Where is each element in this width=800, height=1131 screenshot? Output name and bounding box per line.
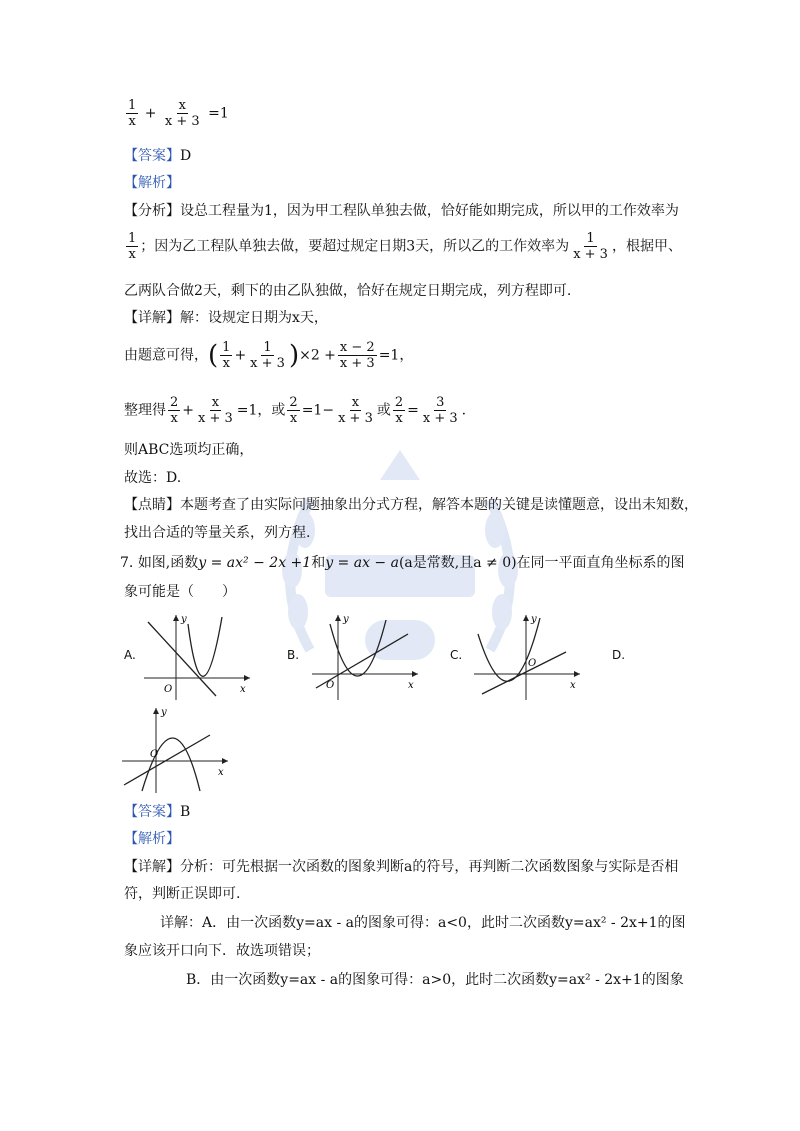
fenxi-line-2: $\frac{1}{x}$ ；因为乙工程队单独去做，要超过规定日期3天，所以乙的工作效率为 $\frac{1}{x + 3}$ ，根据甲、 xyxy=(128,231,682,262)
graph-option-d xyxy=(118,705,233,795)
axis-y-label: y xyxy=(161,707,167,718)
q7-fenxi-line-1: 【详解】分析：可先根据一次函数的图象判断a的符号，再判断二次函数图象与实际是否相 xyxy=(124,859,679,875)
analysis-tag-7: 【解析】 xyxy=(124,831,180,847)
top-equation: $\frac{1}{x}$ + $\frac{x}{x + 3}$ =1 xyxy=(128,98,229,129)
axis-y-label: y xyxy=(181,614,187,625)
graph-option-b xyxy=(308,612,423,702)
origin-label: O xyxy=(164,684,173,695)
analysis-tag-6: 【解析】 xyxy=(124,175,180,191)
dianjing-line-1: 【点睛】本题考查了由实际问题抽象出分式方程，解答本题的关键是读懂题意，设出未知数， xyxy=(124,497,698,513)
option-c-label: C. xyxy=(450,648,463,662)
axis-x-label: x xyxy=(240,684,246,695)
q7-detail-a-line-2: 象应该开口向下．故选项错误； xyxy=(124,943,320,959)
origin-label: O xyxy=(528,658,537,669)
equation-line-1: 由题意可得，( $\frac{1}{x}$ + $\frac{1}{x + 3}$ )×2 + $\frac{x - 2}{x + 3}$ =1， xyxy=(124,340,414,371)
option-a-label: A. xyxy=(124,648,136,662)
fenxi-line-1: 【分析】设总工程量为1，因为甲工程队单独去做，恰好能如期完成，所以甲的工作效率为 xyxy=(124,203,679,219)
option-d-label: D. xyxy=(612,648,626,662)
equation-line-2: 整理得 $\frac{2}{x}$ + $\frac{x}{x + 3}$ =1，或 $\frac{2}{x}$ =1− $\frac{x}{x + 3}$ 或 $\frac{2}{x}$ = $\frac{3}{x + 3}$ . xyxy=(124,395,467,426)
graph-option-a xyxy=(140,612,255,702)
origin-label: O xyxy=(150,749,159,760)
fenxi-line-3: 乙两队合做2天，剩下的由乙队独做，恰好在规定日期完成，列方程即可. xyxy=(124,283,572,299)
q7-stem-line-2: 象可能是（ ） xyxy=(124,584,236,600)
dianjing-line-2: 找出合适的等量关系，列方程. xyxy=(124,525,311,541)
axis-y-label: y xyxy=(343,614,349,625)
q7-stem-line-1: 7. 如图,函数y = ax² − 2x +1和y = ax − a(a是常数,且a ≠ 0)在同一平面直角坐标系的图 xyxy=(120,555,685,571)
abc-line: 则ABC选项均正确， xyxy=(124,442,254,458)
option-b-label: B. xyxy=(287,648,300,662)
answer-line-7: 【答案】B xyxy=(124,804,191,820)
answer-line-6: 【答案】D xyxy=(124,148,192,164)
q7-detail-b-line-1: B．由一次函数y=ax - a的图象可得：a>0，此时二次函数y=ax² - 2x+1的图象 xyxy=(186,972,684,988)
graph-option-c xyxy=(470,612,585,702)
guxuan-line: 故选：D. xyxy=(124,470,182,486)
axis-x-label: x xyxy=(218,767,224,778)
origin-label: O xyxy=(326,680,335,691)
xiangjie-line-1: 【详解】解：设规定日期为x天， xyxy=(124,310,328,326)
axis-x-label: x xyxy=(570,680,576,691)
q7-detail-a-line-1: 详解：A．由一次函数y=ax - a的图象可得：a<0，此时二次函数y=ax² - 2x+1的图 xyxy=(160,915,686,931)
axis-y-label: y xyxy=(531,614,537,625)
q7-fenxi-line-2: 符，判断正误即可. xyxy=(124,886,241,902)
axis-x-label: x xyxy=(408,680,414,691)
